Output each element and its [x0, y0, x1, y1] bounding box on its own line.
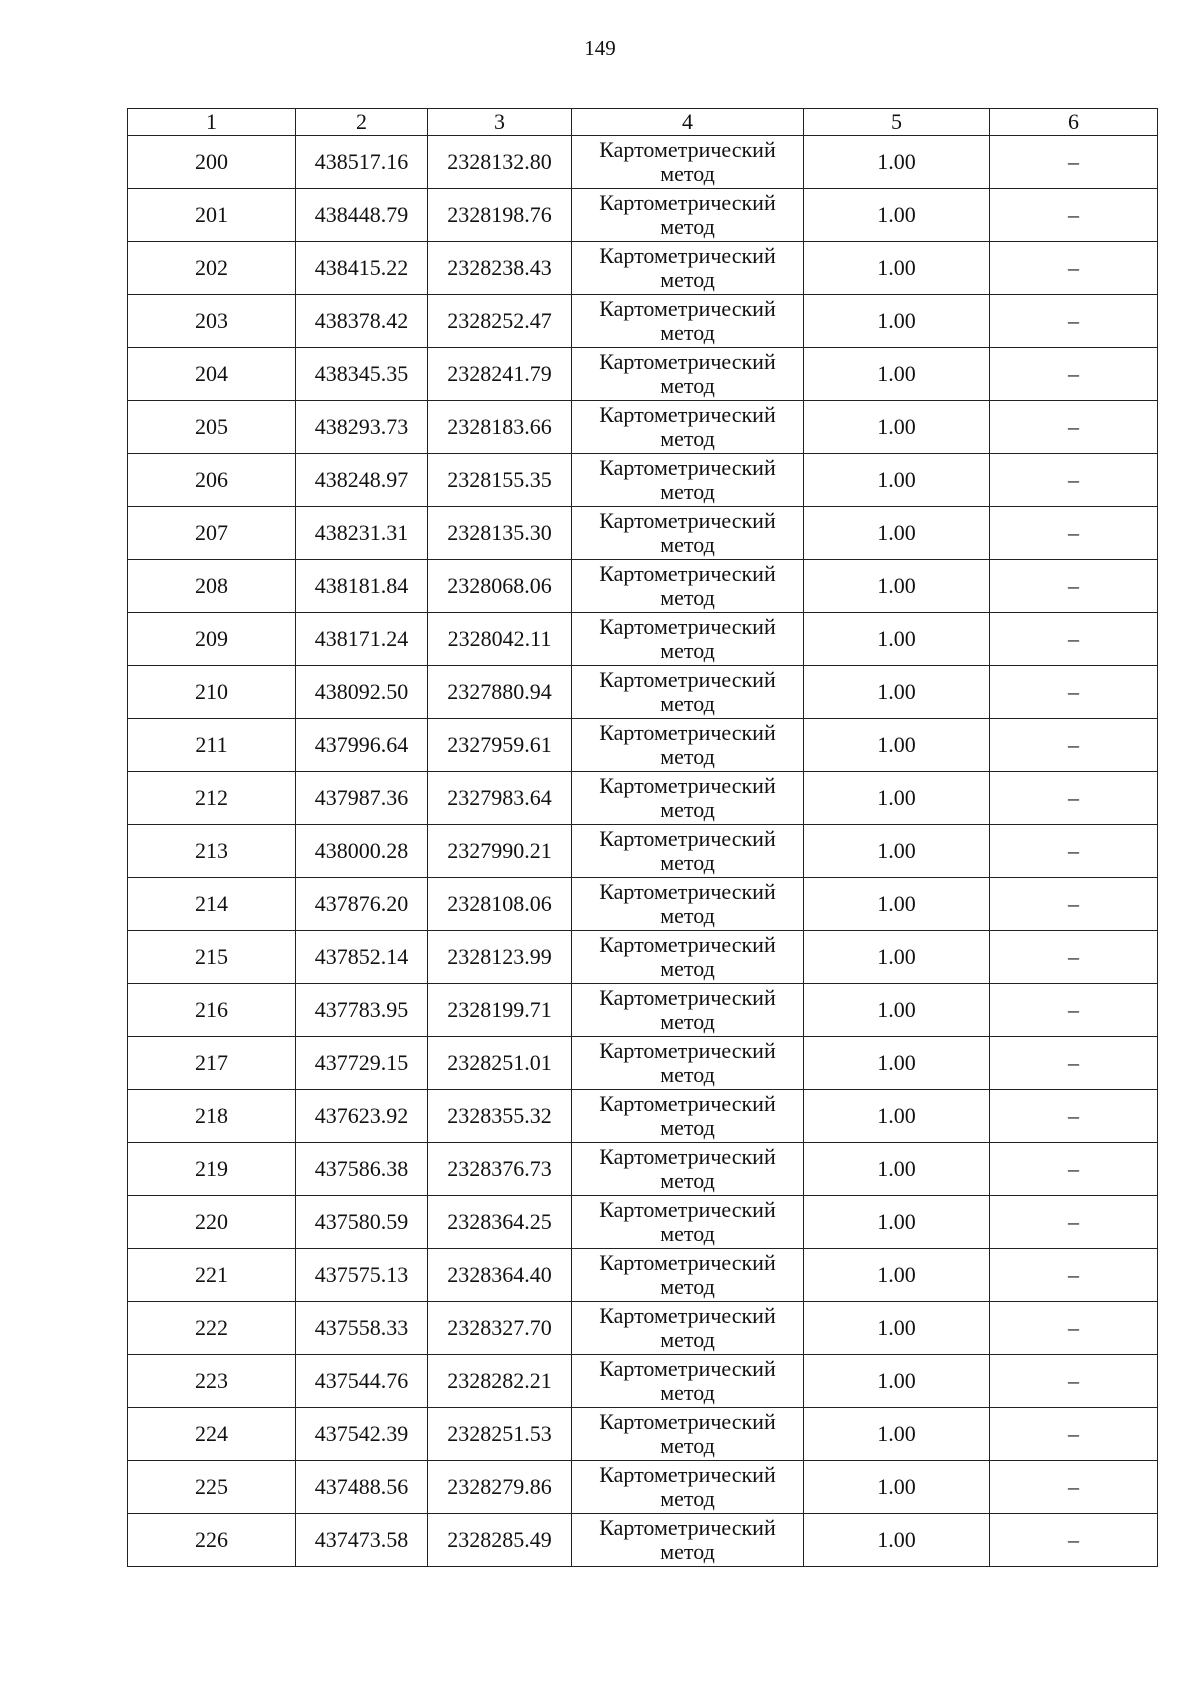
accuracy-cell: 1.00 — [804, 454, 990, 507]
accuracy-cell: 1.00 — [804, 1037, 990, 1090]
y-coordinate-cell: 2328199.71 — [428, 984, 572, 1037]
method-text: метод — [660, 797, 715, 822]
table-row — [128, 772, 1158, 825]
note-cell: – — [990, 507, 1158, 560]
accuracy-cell: 1.00 — [804, 1514, 990, 1567]
method-text: метод — [660, 161, 715, 186]
table-row — [128, 825, 1158, 878]
table-row — [128, 719, 1158, 772]
method-text: метод — [660, 850, 715, 875]
method-text: метод — [660, 373, 715, 398]
point-number-cell: 203 — [128, 295, 296, 348]
point-number-cell: 226 — [128, 1514, 296, 1567]
x-coordinate-cell: 437623.92 — [296, 1090, 428, 1143]
method-text: Картометрический — [599, 1356, 776, 1381]
method-cell — [572, 189, 804, 242]
y-coordinate-cell: 2328376.73 — [428, 1143, 572, 1196]
table-row — [128, 242, 1158, 295]
y-coordinate-cell: 2328183.66 — [428, 401, 572, 454]
note-cell: – — [990, 454, 1158, 507]
x-coordinate-cell: 437876.20 — [296, 878, 428, 931]
x-coordinate-cell: 437558.33 — [296, 1302, 428, 1355]
accuracy-cell: 1.00 — [804, 560, 990, 613]
method-text: метод — [660, 1115, 715, 1140]
accuracy-cell: 1.00 — [804, 295, 990, 348]
method-text: Картометрический — [599, 826, 776, 851]
method-text: Картометрический — [599, 561, 776, 586]
table-row — [128, 1461, 1158, 1514]
point-number-cell: 205 — [128, 401, 296, 454]
x-coordinate-cell: 438248.97 — [296, 454, 428, 507]
method-cell — [572, 295, 804, 348]
method-cell — [572, 242, 804, 295]
x-coordinate-cell: 438092.50 — [296, 666, 428, 719]
method-cell — [572, 1514, 804, 1567]
note-cell: – — [990, 189, 1158, 242]
method-text: метод — [660, 1433, 715, 1458]
point-number-cell: 207 — [128, 507, 296, 560]
method-cell — [572, 1249, 804, 1302]
note-cell: – — [990, 1461, 1158, 1514]
method-text: метод — [660, 1221, 715, 1246]
table-row — [128, 1514, 1158, 1567]
point-number-cell: 204 — [128, 348, 296, 401]
y-coordinate-cell: 2328198.76 — [428, 189, 572, 242]
y-coordinate-cell: 2328123.99 — [428, 931, 572, 984]
note-cell: – — [990, 613, 1158, 666]
point-number-cell: 219 — [128, 1143, 296, 1196]
table-header-row — [128, 109, 1158, 136]
method-text: Картометрический — [599, 667, 776, 692]
y-coordinate-cell: 2328285.49 — [428, 1514, 572, 1567]
method-cell — [572, 348, 804, 401]
method-cell — [572, 1143, 804, 1196]
note-cell: – — [990, 1090, 1158, 1143]
method-cell — [572, 136, 804, 189]
point-number-cell: 221 — [128, 1249, 296, 1302]
table-row — [128, 1249, 1158, 1302]
y-coordinate-cell: 2328251.53 — [428, 1408, 572, 1461]
x-coordinate-cell: 437575.13 — [296, 1249, 428, 1302]
accuracy-cell: 1.00 — [804, 931, 990, 984]
x-coordinate-cell: 438231.31 — [296, 507, 428, 560]
method-text: Картометрический — [599, 349, 776, 374]
point-number-cell: 210 — [128, 666, 296, 719]
x-coordinate-cell: 438378.42 — [296, 295, 428, 348]
point-number-cell: 202 — [128, 242, 296, 295]
method-text: Картометрический — [599, 1462, 776, 1487]
table-row — [128, 1143, 1158, 1196]
point-number-cell: 200 — [128, 136, 296, 189]
x-coordinate-cell: 437783.95 — [296, 984, 428, 1037]
method-text: Картометрический — [599, 720, 776, 745]
y-coordinate-cell: 2327990.21 — [428, 825, 572, 878]
accuracy-cell: 1.00 — [804, 719, 990, 772]
accuracy-cell: 1.00 — [804, 189, 990, 242]
x-coordinate-cell: 437729.15 — [296, 1037, 428, 1090]
method-text: метод — [660, 479, 715, 504]
method-text: Картометрический — [599, 1515, 776, 1540]
y-coordinate-cell: 2328251.01 — [428, 1037, 572, 1090]
note-cell: – — [990, 295, 1158, 348]
method-text: метод — [660, 585, 715, 610]
accuracy-cell: 1.00 — [804, 1461, 990, 1514]
y-coordinate-cell: 2328282.21 — [428, 1355, 572, 1408]
y-coordinate-cell: 2327959.61 — [428, 719, 572, 772]
note-cell: – — [990, 560, 1158, 613]
method-text: Картометрический — [599, 455, 776, 480]
note-cell: – — [990, 719, 1158, 772]
point-number-cell: 206 — [128, 454, 296, 507]
method-text: метод — [660, 267, 715, 292]
x-coordinate-cell: 438293.73 — [296, 401, 428, 454]
note-cell: – — [990, 878, 1158, 931]
method-text: метод — [660, 1539, 715, 1564]
method-cell — [572, 1355, 804, 1408]
y-coordinate-cell: 2328068.06 — [428, 560, 572, 613]
table-row — [128, 1302, 1158, 1355]
method-cell — [572, 878, 804, 931]
method-text: Картометрический — [599, 1197, 776, 1222]
note-cell: – — [990, 825, 1158, 878]
method-cell — [572, 825, 804, 878]
column-header-6: 6 — [990, 109, 1158, 136]
accuracy-cell: 1.00 — [804, 1302, 990, 1355]
x-coordinate-cell: 437987.36 — [296, 772, 428, 825]
method-text: Картометрический — [599, 296, 776, 321]
method-text: метод — [660, 1274, 715, 1299]
method-cell — [572, 454, 804, 507]
method-text: Картометрический — [599, 508, 776, 533]
method-cell — [572, 401, 804, 454]
x-coordinate-cell: 438415.22 — [296, 242, 428, 295]
x-coordinate-cell: 438000.28 — [296, 825, 428, 878]
accuracy-cell: 1.00 — [804, 1355, 990, 1408]
point-number-cell: 214 — [128, 878, 296, 931]
point-number-cell: 215 — [128, 931, 296, 984]
y-coordinate-cell: 2327983.64 — [428, 772, 572, 825]
table-row — [128, 1037, 1158, 1090]
point-number-cell: 220 — [128, 1196, 296, 1249]
x-coordinate-cell: 438517.16 — [296, 136, 428, 189]
method-text: Картометрический — [599, 1038, 776, 1063]
method-text: Картометрический — [599, 1144, 776, 1169]
x-coordinate-cell: 437852.14 — [296, 931, 428, 984]
table-row — [128, 348, 1158, 401]
point-number-cell: 217 — [128, 1037, 296, 1090]
note-cell: – — [990, 401, 1158, 454]
note-cell: – — [990, 1037, 1158, 1090]
accuracy-cell: 1.00 — [804, 1143, 990, 1196]
table-row — [128, 560, 1158, 613]
method-text: Картометрический — [599, 243, 776, 268]
x-coordinate-cell: 438181.84 — [296, 560, 428, 613]
method-cell — [572, 1196, 804, 1249]
accuracy-cell: 1.00 — [804, 666, 990, 719]
x-coordinate-cell: 437488.56 — [296, 1461, 428, 1514]
point-number-cell: 211 — [128, 719, 296, 772]
method-cell — [572, 931, 804, 984]
method-cell — [572, 613, 804, 666]
note-cell: – — [990, 772, 1158, 825]
point-number-cell: 213 — [128, 825, 296, 878]
y-coordinate-cell: 2328364.40 — [428, 1249, 572, 1302]
x-coordinate-cell: 438171.24 — [296, 613, 428, 666]
point-number-cell: 212 — [128, 772, 296, 825]
method-cell — [572, 560, 804, 613]
column-header-3: 3 — [428, 109, 572, 136]
note-cell: – — [990, 348, 1158, 401]
y-coordinate-cell: 2328238.43 — [428, 242, 572, 295]
accuracy-cell: 1.00 — [804, 401, 990, 454]
note-cell: – — [990, 136, 1158, 189]
table-row — [128, 1408, 1158, 1461]
method-text: Картометрический — [599, 1250, 776, 1275]
table-row — [128, 931, 1158, 984]
note-cell: – — [990, 1143, 1158, 1196]
method-text: метод — [660, 1168, 715, 1193]
note-cell: – — [990, 1355, 1158, 1408]
method-text: метод — [660, 956, 715, 981]
column-header-2: 2 — [296, 109, 428, 136]
table-row — [128, 666, 1158, 719]
y-coordinate-cell: 2328132.80 — [428, 136, 572, 189]
table-row — [128, 613, 1158, 666]
point-number-cell: 216 — [128, 984, 296, 1037]
y-coordinate-cell: 2328155.35 — [428, 454, 572, 507]
y-coordinate-cell: 2328135.30 — [428, 507, 572, 560]
table-row — [128, 454, 1158, 507]
method-text: Картометрический — [599, 1409, 776, 1434]
coordinates-table — [127, 108, 1158, 1567]
method-text: метод — [660, 1380, 715, 1405]
y-coordinate-cell: 2328279.86 — [428, 1461, 572, 1514]
y-coordinate-cell: 2328252.47 — [428, 295, 572, 348]
page-number: 149 — [584, 36, 616, 60]
note-cell: – — [990, 242, 1158, 295]
table-row — [128, 401, 1158, 454]
x-coordinate-cell: 437542.39 — [296, 1408, 428, 1461]
y-coordinate-cell: 2328327.70 — [428, 1302, 572, 1355]
table-body — [128, 136, 1158, 1567]
table-row — [128, 136, 1158, 189]
note-cell: – — [990, 666, 1158, 719]
method-text: метод — [660, 214, 715, 239]
note-cell: – — [990, 1514, 1158, 1567]
column-header-4: 4 — [572, 109, 804, 136]
x-coordinate-cell: 437544.76 — [296, 1355, 428, 1408]
method-text: метод — [660, 532, 715, 557]
accuracy-cell: 1.00 — [804, 348, 990, 401]
table-row — [128, 295, 1158, 348]
table-row — [128, 984, 1158, 1037]
method-cell — [572, 1302, 804, 1355]
x-coordinate-cell: 437586.38 — [296, 1143, 428, 1196]
accuracy-cell: 1.00 — [804, 613, 990, 666]
point-number-cell: 224 — [128, 1408, 296, 1461]
method-cell — [572, 1461, 804, 1514]
table-row — [128, 878, 1158, 931]
accuracy-cell: 1.00 — [804, 825, 990, 878]
method-cell — [572, 507, 804, 560]
method-text: Картометрический — [599, 137, 776, 162]
accuracy-cell: 1.00 — [804, 1196, 990, 1249]
method-text: метод — [660, 320, 715, 345]
accuracy-cell: 1.00 — [804, 136, 990, 189]
y-coordinate-cell: 2328241.79 — [428, 348, 572, 401]
x-coordinate-cell: 437996.64 — [296, 719, 428, 772]
point-number-cell: 201 — [128, 189, 296, 242]
note-cell: – — [990, 931, 1158, 984]
method-cell — [572, 772, 804, 825]
method-text: Картометрический — [599, 879, 776, 904]
method-cell — [572, 719, 804, 772]
table-row — [128, 1090, 1158, 1143]
accuracy-cell: 1.00 — [804, 1090, 990, 1143]
table-row — [128, 1355, 1158, 1408]
x-coordinate-cell: 437580.59 — [296, 1196, 428, 1249]
point-number-cell: 218 — [128, 1090, 296, 1143]
point-number-cell: 209 — [128, 613, 296, 666]
method-text: Картометрический — [599, 614, 776, 639]
table-row — [128, 189, 1158, 242]
note-cell: – — [990, 1249, 1158, 1302]
note-cell: – — [990, 1302, 1158, 1355]
accuracy-cell: 1.00 — [804, 1408, 990, 1461]
method-text: метод — [660, 1327, 715, 1352]
accuracy-cell: 1.00 — [804, 984, 990, 1037]
method-cell — [572, 984, 804, 1037]
method-text: Картометрический — [599, 1091, 776, 1116]
method-cell — [572, 1090, 804, 1143]
y-coordinate-cell: 2327880.94 — [428, 666, 572, 719]
method-text: метод — [660, 1009, 715, 1034]
y-coordinate-cell: 2328364.25 — [428, 1196, 572, 1249]
point-number-cell: 208 — [128, 560, 296, 613]
column-header-5: 5 — [804, 109, 990, 136]
method-cell — [572, 1408, 804, 1461]
method-text: метод — [660, 1062, 715, 1087]
table-row — [128, 507, 1158, 560]
y-coordinate-cell: 2328355.32 — [428, 1090, 572, 1143]
method-text: Картометрический — [599, 190, 776, 215]
accuracy-cell: 1.00 — [804, 507, 990, 560]
note-cell: – — [990, 984, 1158, 1037]
point-number-cell: 222 — [128, 1302, 296, 1355]
accuracy-cell: 1.00 — [804, 878, 990, 931]
method-text: метод — [660, 691, 715, 716]
note-cell: – — [990, 1196, 1158, 1249]
method-text: метод — [660, 638, 715, 663]
method-cell — [572, 666, 804, 719]
note-cell: – — [990, 1408, 1158, 1461]
method-cell — [572, 1037, 804, 1090]
point-number-cell: 225 — [128, 1461, 296, 1514]
accuracy-cell: 1.00 — [804, 242, 990, 295]
x-coordinate-cell: 437473.58 — [296, 1514, 428, 1567]
method-text: Картометрический — [599, 402, 776, 427]
method-text: Картометрический — [599, 985, 776, 1010]
table-row — [128, 1196, 1158, 1249]
y-coordinate-cell: 2328042.11 — [428, 613, 572, 666]
x-coordinate-cell: 438448.79 — [296, 189, 428, 242]
method-text: Картометрический — [599, 932, 776, 957]
x-coordinate-cell: 438345.35 — [296, 348, 428, 401]
method-text: метод — [660, 744, 715, 769]
y-coordinate-cell: 2328108.06 — [428, 878, 572, 931]
method-text: Картометрический — [599, 773, 776, 798]
method-text: метод — [660, 1486, 715, 1511]
method-text: метод — [660, 426, 715, 451]
accuracy-cell: 1.00 — [804, 1249, 990, 1302]
point-number-cell: 223 — [128, 1355, 296, 1408]
column-header-1: 1 — [128, 109, 296, 136]
method-text: Картометрический — [599, 1303, 776, 1328]
method-text: метод — [660, 903, 715, 928]
accuracy-cell: 1.00 — [804, 772, 990, 825]
